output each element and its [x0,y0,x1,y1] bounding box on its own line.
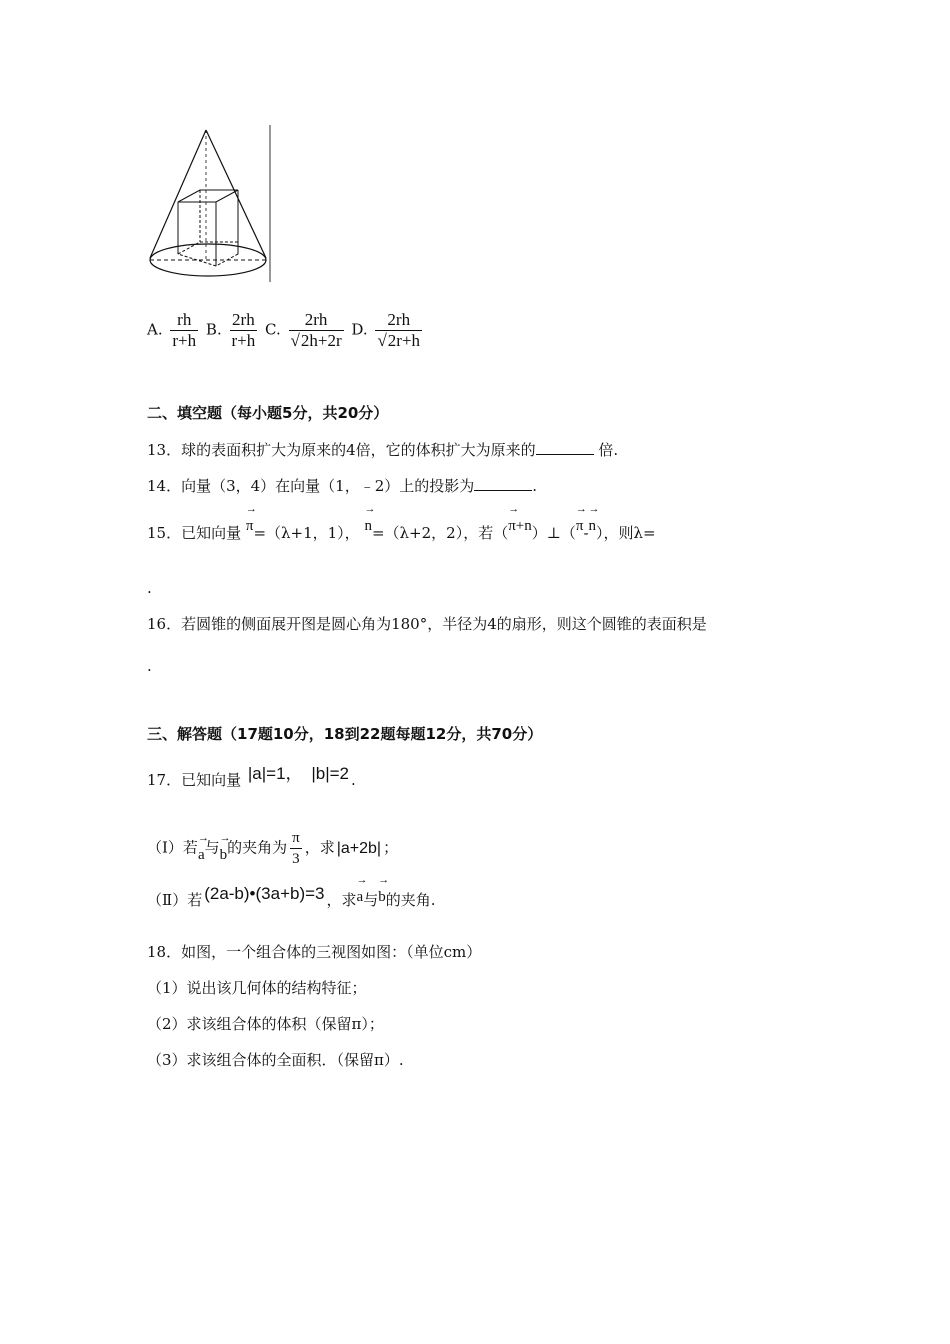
q17-1-end: ； [383,838,399,857]
norm-a-plus-2b: |a+2b| [336,839,382,857]
q15-part4: ），则λ= [596,524,656,542]
cone-right-edge [206,130,266,258]
q17-norm-b: |b|=2 [311,764,349,783]
option-c-fraction[interactable] [289,310,344,351]
option-a-numerator: rh [170,310,198,331]
q17-prefix: 17．已知向量 [147,771,242,789]
vector-b: → b [220,845,228,865]
question-16: 16．若圆锥的侧面展开图是圆心角为180°，半径为4的扇形，则这个圆锥的表面积是 [147,615,707,633]
vector-a2: → a [357,887,364,907]
question-18-part-3: （3）求该组合体的全面积．（保留π）. [147,1051,404,1069]
q17-norm-a: |a|=1， [247,764,303,783]
q15-prefix: 15．已知向量 [147,524,242,542]
q15-part1: =（λ+1，1）， [253,524,360,542]
q14-suffix: . [532,477,538,495]
q17-1-with: 与 [204,838,220,857]
section3-heading: 三、解答题（17题10分，18到22题每题12分，共70分） [147,725,543,743]
option-d-numerator: 2rh [375,310,422,331]
question-17 [147,764,356,790]
option-d-root: 2 [387,331,397,350]
option-c-numerator: 2rh [289,310,344,331]
option-b-label: B. [205,320,222,339]
question-18: 18．如图，一个组合体的三视图如图：（单位cm） [147,943,482,961]
dot-product-expression: (2a-b)•(3a+b)=3 [204,884,325,903]
option-d-denominator: √2r+h [377,331,421,350]
vector-m-plus-n: → π+n [508,516,532,536]
q17-1-prefix: （Ⅰ）若 [147,838,198,857]
vector-m2: → π [576,516,584,536]
option-d-den-rest: r+h [396,331,421,350]
option-b-fraction[interactable] [230,310,258,351]
q15-part3: ）⊥（ [531,524,576,542]
question-18-part-1: （1）说出该几何体的结构特征； [147,979,367,997]
q17-2-ask: ，求 [326,891,357,909]
section2-heading: 二、填空题（每小题5分，共20分） [147,404,389,422]
option-a-fraction[interactable] [170,310,198,351]
vector-n2: → n [589,516,597,536]
q17-1-ask: ，求 [304,838,335,857]
option-d-label: D. [351,320,368,339]
option-c-den-rest: h+2r [309,331,342,350]
option-d-fraction[interactable] [375,310,422,351]
q13-answer-blank[interactable] [536,440,594,455]
q13-text: 13．球的表面积扩大为原来的4倍，它的体积扩大为原来的 [147,441,536,459]
option-a-label: A. [147,320,163,339]
pi-over-3 [290,828,302,869]
vector-b2: → b [378,887,386,907]
question-15 [147,518,656,544]
q17-dot: . [351,771,356,789]
option-a-denominator: r+h [172,331,197,350]
question-18-part-2: （2）求该组合体的体积（保留π）； [147,1015,384,1033]
question-14 [147,476,537,496]
q15-answer-dot[interactable]: . [147,579,152,597]
q17-2-end: 的夹角. [385,891,436,909]
question-13 [147,440,618,460]
q14-answer-blank[interactable] [474,476,532,491]
option-c-label: C. [265,320,281,339]
option-b-denominator: r+h [231,331,256,350]
prism-top [178,190,238,202]
q14-text: 14．向量（3，4）在向量（1，﹣2）上的投影为 [147,477,475,495]
q15-part2: =（λ+2，2），若（ [371,524,509,542]
pi: π [290,828,302,849]
vector-a: → a [198,845,205,865]
q16-answer-dot[interactable]: . [147,657,152,675]
option-b-numerator: 2rh [230,310,258,331]
q13-suffix: 倍. [598,441,619,459]
three: 3 [292,851,300,867]
q17-1-angle: 的夹角为 [227,838,288,857]
q15-minus: - [583,524,589,542]
vector-n: → n [364,516,372,536]
question-17-part-2 [147,884,436,911]
cone-figure [140,120,280,285]
option-c-denominator: √2h+2r [290,331,342,350]
option-c-root: 2 [300,331,310,350]
q12-options [147,310,425,351]
vector-m: → π [246,516,254,536]
question-17-part-1 [147,828,398,868]
q17-2-prefix: （Ⅱ）若 [147,891,203,909]
q17-2-with: 与 [363,891,379,909]
